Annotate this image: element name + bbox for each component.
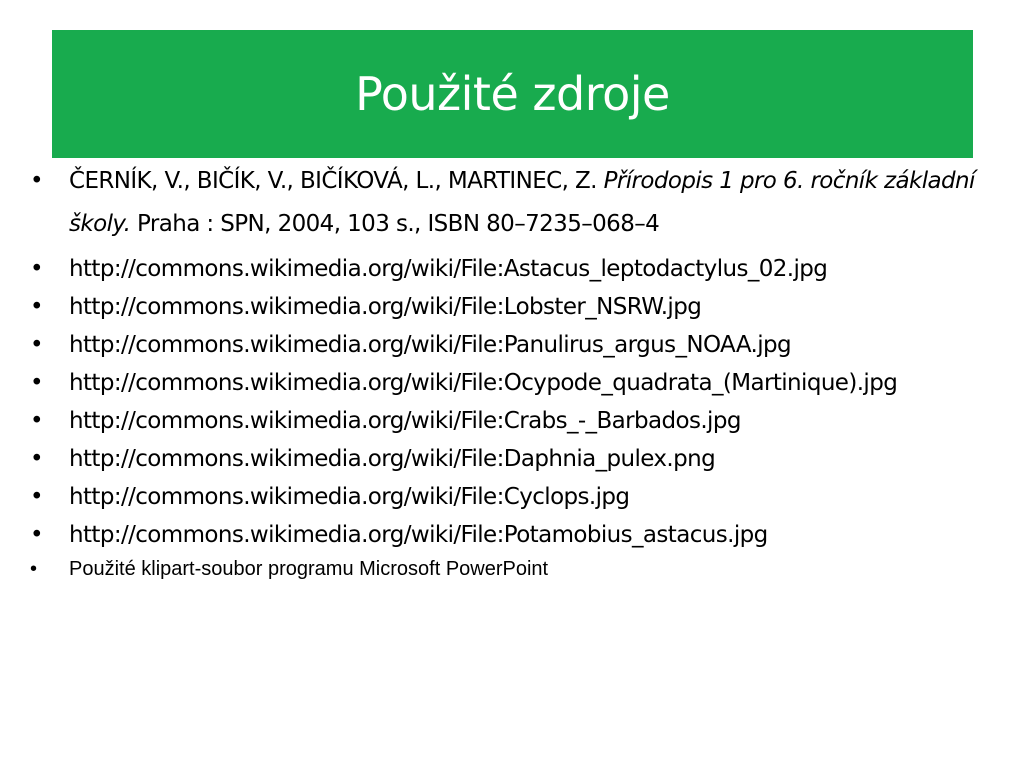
citation-authors: ČERNÍK, V., BIČÍK, V., BIČÍKOVÁ, L., MARTINEC, Z. [69,168,597,194]
bullet-icon: • [30,408,43,434]
source-link[interactable] [30,406,995,436]
source-link-text[interactable]: http://commons.wikimedia.org/wiki/File:Potamobius_astacus.jpg [69,522,768,548]
bullet-icon: • [30,332,43,358]
source-link[interactable] [30,330,995,360]
book-citation [30,160,995,246]
source-link-text[interactable]: http://commons.wikimedia.org/wiki/File:Ocypode_quadrata_(Martinique).jpg [69,370,898,396]
source-link-text[interactable]: http://commons.wikimedia.org/wiki/File:Crabs_-_Barbados.jpg [69,408,741,434]
source-link[interactable] [30,520,995,550]
source-link-text[interactable]: http://commons.wikimedia.org/wiki/File:Lobster_NSRW.jpg [69,294,702,320]
source-link[interactable] [30,292,995,322]
source-link[interactable] [30,444,995,474]
slide-title: Použité zdroje [355,67,670,121]
bullet-icon: • [30,370,43,396]
bullet-icon: • [30,484,43,510]
bullet-icon: • [30,446,43,472]
source-link-text[interactable]: http://commons.wikimedia.org/wiki/File:Cyclops.jpg [69,484,630,510]
source-link-text[interactable]: http://commons.wikimedia.org/wiki/File:Daphnia_pulex.png [69,446,716,472]
bullet-icon: • [30,522,43,548]
source-link-text[interactable]: http://commons.wikimedia.org/wiki/File:Astacus_leptodactylus_02.jpg [69,256,828,282]
title-bar [52,30,973,158]
bullet-icon: • [30,558,38,580]
source-link-text[interactable]: http://commons.wikimedia.org/wiki/File:Panulirus_argus_NOAA.jpg [69,332,792,358]
bullet-icon: • [30,294,43,320]
bullet-icon: • [30,256,43,282]
source-link[interactable] [30,368,995,398]
source-link[interactable] [30,254,995,284]
source-link[interactable] [30,482,995,512]
clipart-note-text: Použité klipart-soubor programu Microsoft PowerPoint [69,558,549,580]
sources-list [30,166,995,590]
citation-publication: Praha : SPN, 2004, 103 s., ISBN 80–7235–068–4 [137,211,660,237]
bullet-icon: • [30,168,43,194]
clipart-note [30,556,995,582]
citation-book-title: Přírodopis 1 pro 6. ročník základní školy. [69,168,975,237]
